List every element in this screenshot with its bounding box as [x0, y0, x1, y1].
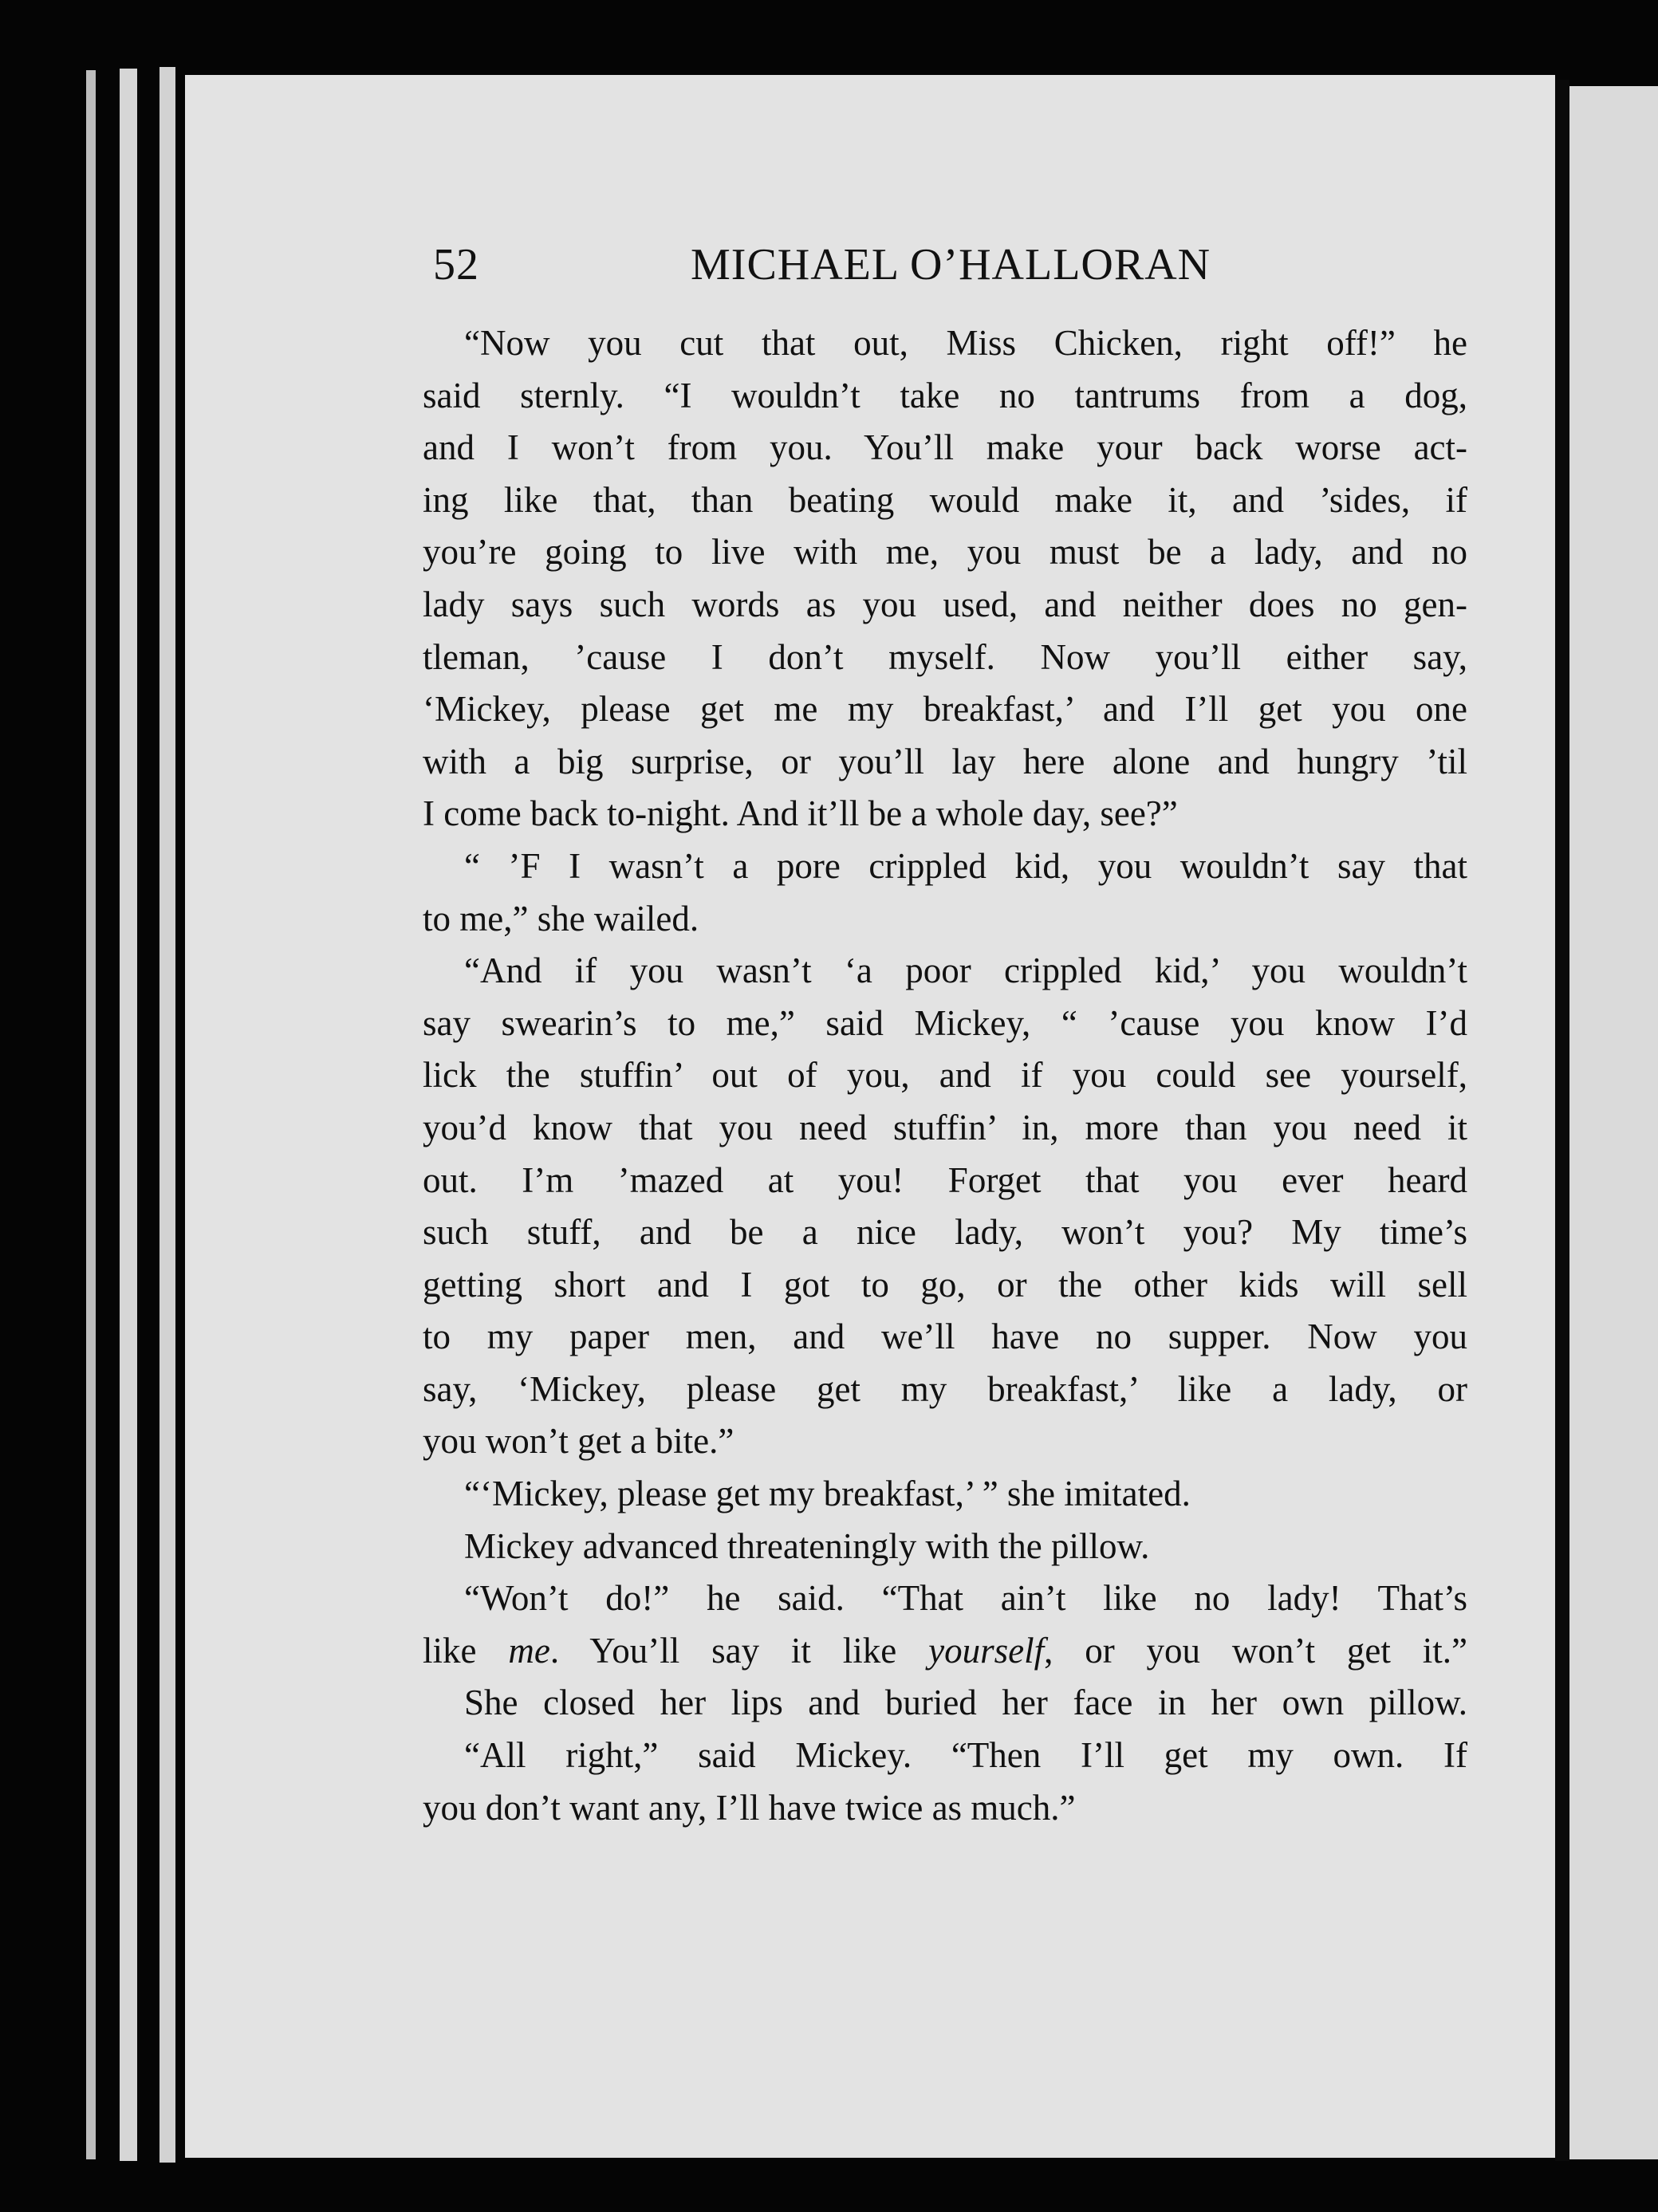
text-line: and I won’t from you. You’ll make your back worse act- [423, 427, 1467, 468]
gutter-shadow [1555, 80, 1569, 2161]
text-line: getting short and I got to go, or the other kids will sell [423, 1264, 1467, 1305]
text-line: “‘Mickey, please get my breakfast,’ ” she imitated. [464, 1474, 1191, 1514]
page-edge [159, 67, 175, 2163]
text-line: to my paper men, and we’ll have no supper. Now you [423, 1317, 1467, 1357]
page-edge [120, 69, 137, 2161]
text-line: to me,” she wailed. [423, 898, 699, 939]
text-line: you won’t get a bite.” [423, 1421, 734, 1462]
text-line: “All right,” said Mickey. “Then I’ll get my own. If [464, 1735, 1467, 1776]
text-line: “Won’t do!” he said. “That ain’t like no lady! That’s [464, 1578, 1467, 1619]
text-line: with a big surprise, or you’ll lay here alone and hungry ’til [423, 741, 1467, 781]
running-title: MICHAEL O’HALLORAN [691, 240, 1211, 289]
text-line: ing like that, than beating would make it, and ’sides, if [423, 479, 1467, 520]
text-line: said sternly. “I wouldn’t take no tantrums from a dog, [423, 375, 1467, 415]
text-line: Mickey advanced threateningly with the pillow. [464, 1525, 1150, 1566]
text-line: such stuff, and be a nice lady, won’t you? My time’s [423, 1212, 1467, 1253]
facing-page-edge [1569, 86, 1658, 2159]
text-line: “Now you cut that out, Miss Chicken, right off!” he [464, 323, 1467, 363]
text-line: tleman, ’cause I don’t myself. Now you’ll either say, [423, 636, 1467, 677]
text-line: out. I’m ’mazed at you! Forget that you ever heard [423, 1159, 1467, 1200]
text-line: lick the stuffin’ out of you, and if you could see yourself, [423, 1055, 1467, 1096]
page-edge [86, 70, 96, 2159]
text-line: you don’t want any, I’ll have twice as much.” [423, 1787, 1076, 1828]
text-line: say, ‘Mickey, please get my breakfast,’ like a lady, or [423, 1368, 1467, 1409]
page-header [433, 239, 1470, 303]
text-line: you’d know that you need stuffin’ in, more than you need it [423, 1107, 1467, 1147]
text-line: like me. You’ll say it like yourself, or you won’t get it.” [423, 1630, 1467, 1671]
body-text [423, 317, 1467, 1834]
text-line: I come back to-night. And it’ll be a whole day, see?” [423, 793, 1178, 834]
text-line: “ ’F I wasn’t a pore crippled kid, you wouldn’t say that [464, 845, 1467, 886]
page-number: 52 [433, 240, 479, 289]
text-line: you’re going to live with me, you must be a lady, and no [423, 532, 1467, 573]
text-line: ‘Mickey, please get me my breakfast,’ and I’ll get you one [423, 689, 1467, 730]
text-line: She closed her lips and buried her face in her own pillow. [464, 1683, 1467, 1723]
text-line: lady says such words as you used, and neither does no gen- [423, 584, 1467, 624]
text-line: say swearin’s to me,” said Mickey, “ ’cause you know I’d [423, 1002, 1467, 1043]
text-line: “And if you wasn’t ‘a poor crippled kid,’ you wouldn’t [464, 951, 1467, 991]
